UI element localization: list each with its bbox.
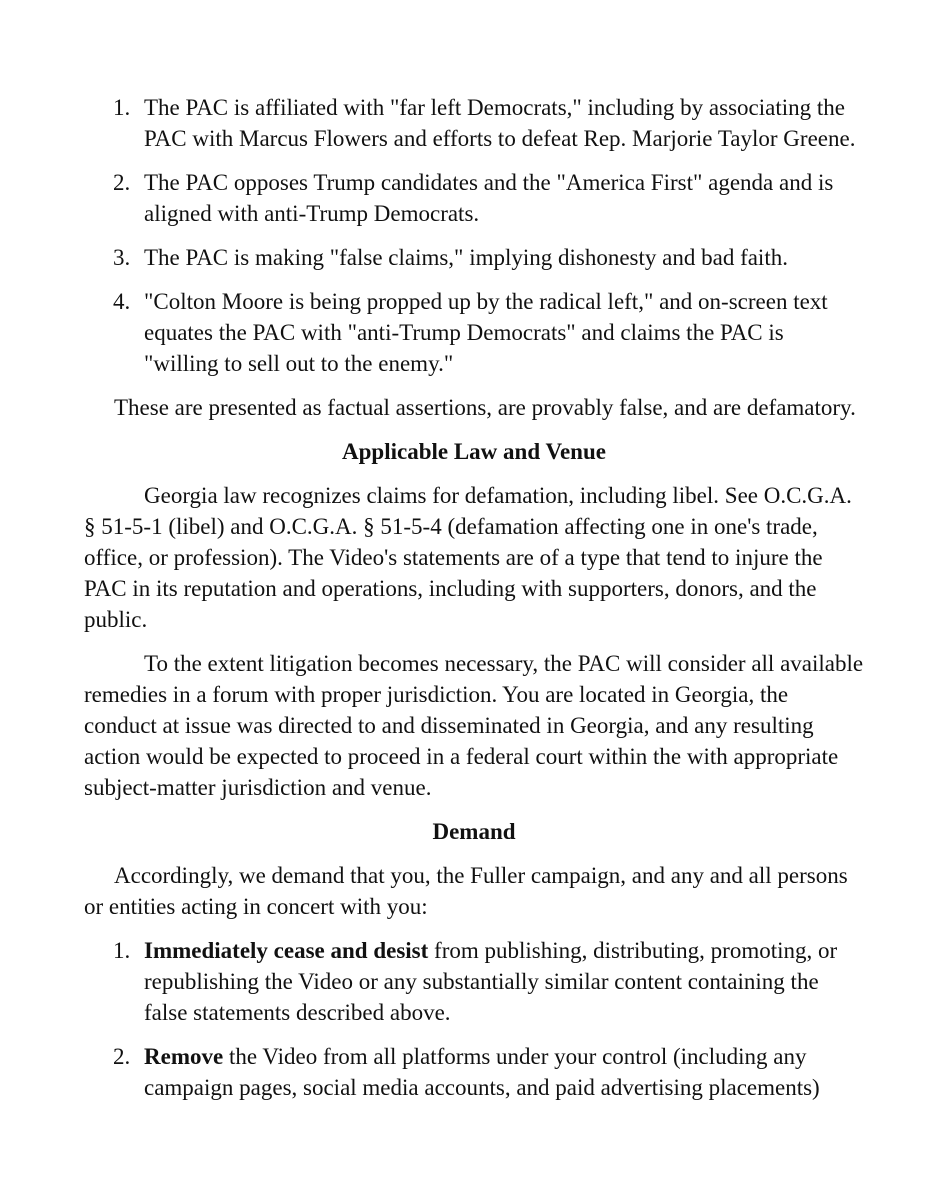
list-item-text: from publishing, distributing, promoting, or republishing the Video or any substantially similar content containing the false statements described above. xyxy=(144,938,838,1025)
list-item-number: 1. xyxy=(113,95,131,120)
demand-intro-paragraph: Accordingly, we demand that you, the Fuller campaign, and any and all persons or entities acting in concert with you: xyxy=(84,863,848,919)
law-paragraph-2: To the extent litigation becomes necessary, the PAC will consider all available remedies in a forum with proper jurisdiction. You are located in Georgia, the conduct at issue was directed to and disseminated in Georgia, and any resulting action would be expected to proceed in a federal court within the with appropriate subject-matter jurisdiction and venue. xyxy=(84,651,864,800)
list-item-text: the Video from all platforms under your control (including any campaign pages, social media accounts, and paid advertising placements) xyxy=(144,1044,820,1100)
list-item-text: The PAC opposes Trump candidates and the "America First" agenda and is aligned with anti-Trump Democrats. xyxy=(144,170,834,226)
list-item-bold-text: Immediately cease and desist xyxy=(144,938,429,963)
list-item-text: The PAC is affiliated with "far left Democrats," including by associating the PAC with Marcus Flowers and efforts to defeat Rep. Marjorie Taylor Greene. xyxy=(144,95,856,151)
list-item-number: 4. xyxy=(113,289,131,314)
demand-list xyxy=(84,935,864,1103)
list-item-text: The PAC is making "false claims," implying dishonesty and bad faith. xyxy=(144,245,788,270)
law-paragraph-1: Georgia law recognizes claims for defamation, including libel. See O.C.G.A. § 51-5-1 (libel) and O.C.G.A. § 51-5-4 (defamation affecting one in one's trade, office, or profession). The Video's statements are of a type that tend to injure the PAC in its reputation and operations, including with supporters, donors, and the public. xyxy=(84,483,852,632)
list-item-number: 1. xyxy=(113,938,131,963)
claims-list xyxy=(84,92,864,379)
list-item xyxy=(84,286,864,379)
list-item-text: "Colton Moore is being propped up by the radical left," and on-screen text equates the PAC with "anti-Trump Democrats" and claims the PAC is "willing to sell out to the enemy." xyxy=(144,289,828,376)
list-item-bold-text: Remove xyxy=(144,1044,224,1069)
list-item xyxy=(84,167,864,229)
list-item xyxy=(84,242,864,273)
list-item xyxy=(84,935,864,1028)
list-item xyxy=(84,1041,864,1103)
document-page xyxy=(84,92,864,1116)
summary-paragraph: These are presented as factual assertions, are provably false, and are defamatory. xyxy=(114,395,856,420)
list-item-number: 2. xyxy=(113,170,131,195)
demand-section-heading: Demand xyxy=(432,819,516,844)
list-item-number: 3. xyxy=(113,245,131,270)
list-item xyxy=(84,92,864,154)
list-item-number: 2. xyxy=(113,1044,131,1069)
law-section-heading: Applicable Law and Venue xyxy=(342,439,606,464)
